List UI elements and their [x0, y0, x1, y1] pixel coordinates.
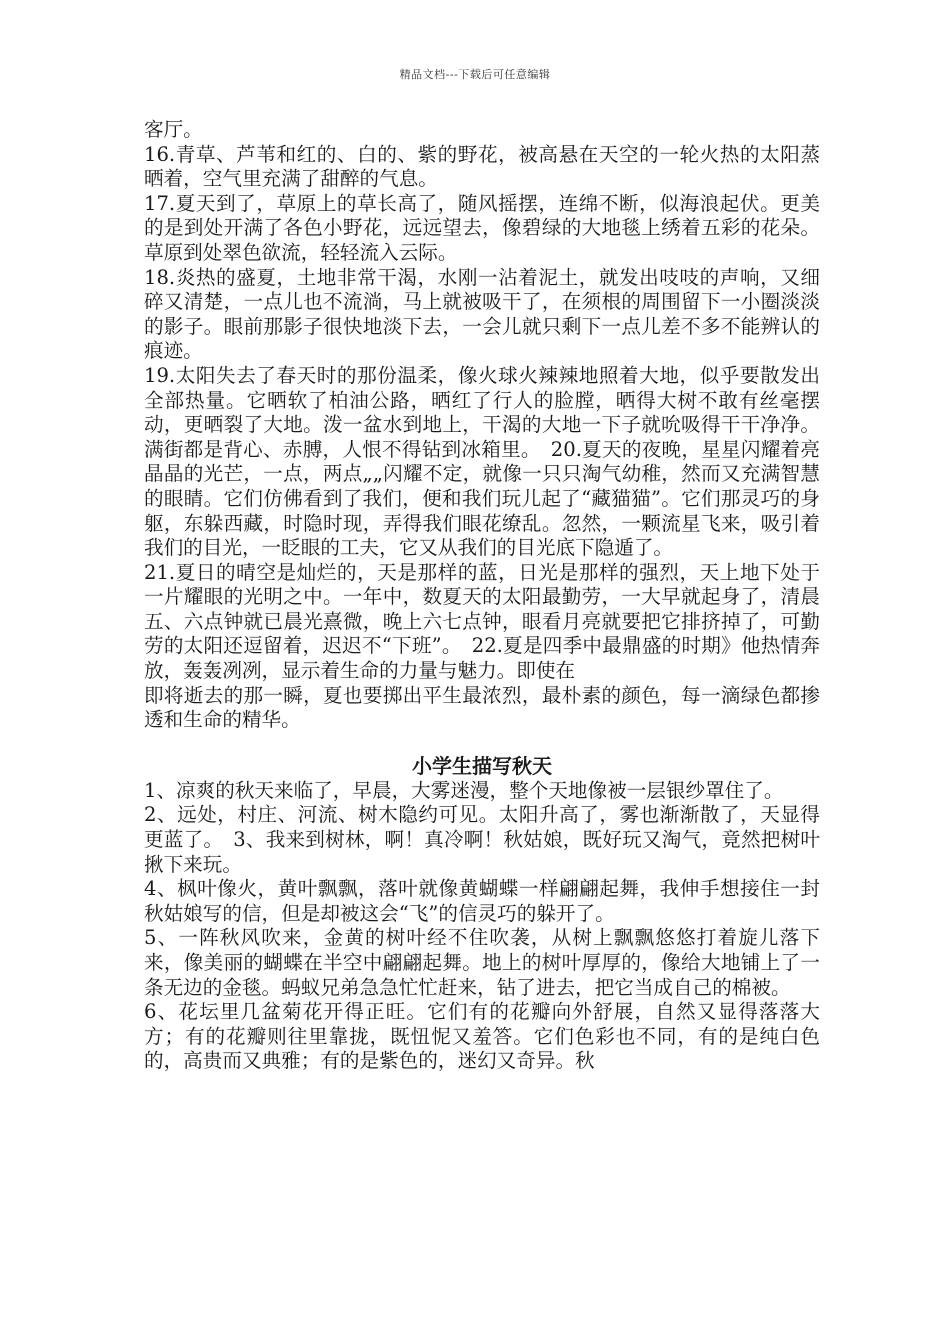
summer-paragraph-18: 18.炎热的盛夏，土地非常干渴，水刚一沾着泥土，就发出吱吱的声响，又细碎又清楚，一点儿也不流淌，马上就被吸干了，在须根的周围留下一小圈淡淡的影子。眼前那影子很快地淡下去，一会儿就只剩下一点儿差不多不能辨认的痕迹。 [144, 265, 820, 363]
summer-paragraph-16: 16.青草、芦苇和红的、白的、紫的野花，被高悬在天空的一轮火热的太阳蒸晒着，空气里充满了甜醉的气息。 [144, 142, 820, 191]
summer-paragraph-closing: 即将逝去的那一瞬，夏也要掷出平生最浓烈，最朴素的颜色，每一滴绿色都掺透和生命的精华。 [144, 683, 820, 732]
autumn-paragraph-6: 6、花坛里几盆菊花开得正旺。它们有的花瓣向外舒展，自然又显得落落大方；有的花瓣则往里靠拢，既忸怩又羞答。它们色彩也不同，有的是纯白色的，高贵而又典雅；有的是紫色的，迷幻又奇异。秋 [144, 1000, 820, 1073]
summer-paragraph-17: 17.夏天到了，草原上的草长高了，随风摇摆，连绵不断，似海浪起伏。更美的是到处开满了各色小野花，远远望去，像碧绿的大地毯上绣着五彩的花朵。草原到处翠色欲流，轻轻流入云际。 [144, 191, 820, 264]
summer-paragraph-19-20: 19.太阳失去了春天时的那份温柔，像火球火辣辣地照着大地，似乎要散发出全部热量。它晒软了柏油公路，晒红了行人的脸膛，晒得大树不敢有丝毫摆动，更晒裂了大地。泼一盆水到地上，干渴的大地一下子就吮吸得干干净净。满街都是背心、赤膊，人恨不得钻到冰箱里。 20.夏天的夜晚，星星闪耀着亮晶晶的光芒，一点，两点„„闪耀不定，就像一只只淘气幼稚，然而又充满智慧的眼睛。它们仿佛看到了我们，便和我们玩儿起了“藏猫猫”。它们那灵巧的身躯，东躲西藏，时隐时现，弄得我们眼花缭乱。忽然，一颗流星飞来，吸引着我们的目光，一眨眼的工夫，它又从我们的目光底下隐遁了。 [144, 363, 820, 560]
summer-paragraph-21-22: 21.夏日的晴空是灿烂的，天是那样的蓝，日光是那样的强烈，天上地下处于一片耀眼的光明之中。一年中，数夏天的太阳最勤劳，一大早就起身了，清晨五、六点钟就已晨光熹微，晚上六七点钟，眼看月亮就要把它排挤掉了，可勤劳的太阳还逗留着，迟迟不“下班”。 22.夏是四季中最鼎盛的时期》他热情奔放，轰轰冽冽，显示着生命的力量与魅力。即使在 [144, 560, 820, 683]
document-body [144, 118, 820, 1074]
autumn-paragraph-2-3: 2、远处，村庄、河流、树木隐约可见。太阳升高了，雾也渐渐散了，天显得更蓝了。 3、我来到树林，啊！真冷啊！秋姑娘，既好玩又淘气，竟然把树叶揪下来玩。 [144, 803, 820, 876]
autumn-section-title: 小学生描写秋天 [412, 753, 552, 778]
page-header: 精品文档---下载后可任意编辑 [399, 68, 551, 81]
autumn-paragraph-1: 1、凉爽的秋天来临了，早晨，大雾迷漫，整个天地像被一层银纱罩住了。 [144, 778, 784, 802]
autumn-paragraph-4: 4、枫叶像火，黄叶飘飘，落叶就像黄蝴蝶一样翩翩起舞，我伸手想接住一封秋姑娘写的信，但是却被这会“飞”的信灵巧的躲开了。 [144, 877, 820, 925]
autumn-paragraph-5: 5、一阵秋风吹来，金黄的树叶经不住吹袭，从树上飘飘悠悠打着旋儿落下来，像美丽的蝴蝶在半空中翩翩起舞。地上的树叶厚厚的，像给大地铺上了一条无边的金毯。蚂蚁兄弟急急忙忙赶来，钻了进去，把它当成自己的棉被。 [144, 926, 820, 999]
summer-paragraph-continuation: 客厅。 [144, 118, 203, 141]
